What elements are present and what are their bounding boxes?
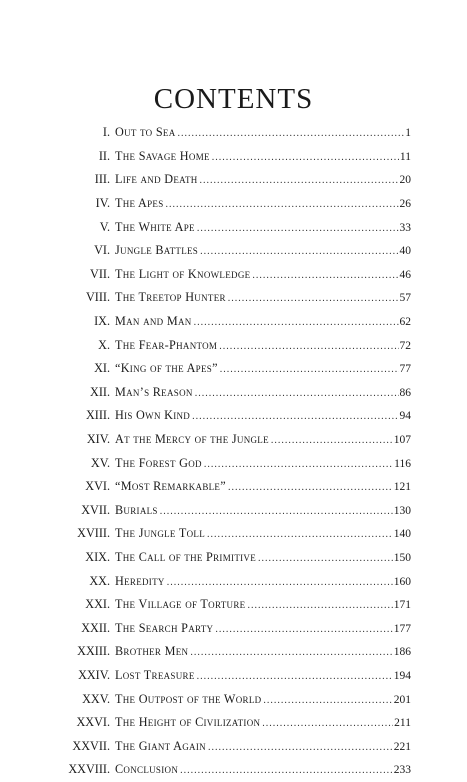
chapter-page-number: 77 — [399, 363, 411, 376]
chapter-number: I. — [102, 125, 110, 140]
chapter-title: Jungle Battles — [115, 243, 199, 258]
chapter-page-number: 72 — [399, 339, 411, 352]
chapter-line — [115, 314, 411, 329]
dot-leader — [212, 152, 399, 163]
chapter-title: The Savage Home — [115, 148, 210, 163]
chapter-line — [115, 479, 411, 494]
dot-leader — [166, 199, 399, 210]
dot-leader — [197, 223, 399, 234]
chapter-number: XVII. — [81, 502, 110, 517]
chapter-line — [115, 220, 411, 235]
chapter-page-number: 94 — [399, 410, 411, 423]
chapter-page-number: 140 — [393, 528, 411, 541]
chapter-page-number: 86 — [399, 386, 411, 399]
chapter-line — [115, 762, 411, 777]
chapter-line — [115, 267, 411, 282]
toc-entry — [0, 310, 467, 334]
chapter-line — [115, 503, 411, 518]
dot-leader — [208, 742, 393, 753]
chapter-number: XII. — [90, 384, 110, 399]
toc-entry — [0, 263, 467, 287]
chapter-title: The Height of Civilization — [115, 715, 261, 730]
chapter-title: “King of the Apes” — [115, 361, 218, 376]
dot-leader — [207, 529, 393, 540]
chapter-line — [115, 668, 411, 683]
chapter-line — [115, 621, 411, 636]
toc-entry — [0, 357, 467, 381]
toc-entry — [0, 145, 467, 169]
chapter-page-number: 186 — [393, 646, 411, 659]
chapter-title: Brother Men — [115, 644, 189, 659]
chapter-number: VII. — [90, 266, 110, 281]
toc-entry — [0, 711, 467, 735]
chapter-line — [115, 385, 411, 400]
chapter-number: XI. — [94, 361, 110, 376]
chapter-page-number: 33 — [399, 221, 411, 234]
chapter-page-number: 233 — [393, 764, 411, 777]
chapter-line — [115, 526, 411, 541]
chapter-line — [115, 456, 411, 471]
chapter-line — [115, 574, 411, 589]
dot-leader — [219, 341, 398, 352]
chapter-line — [115, 692, 411, 707]
chapter-number: X. — [98, 337, 110, 352]
chapter-number: XXVIII. — [68, 762, 110, 777]
chapter-line — [115, 715, 411, 730]
dot-leader — [167, 577, 393, 588]
chapter-number: XIII. — [85, 408, 110, 423]
chapter-number: XXI. — [85, 597, 110, 612]
chapter-number: XXV. — [82, 691, 110, 706]
dot-leader — [271, 435, 393, 446]
chapter-page-number: 150 — [393, 551, 411, 564]
chapter-line — [115, 432, 411, 447]
chapter-title: Man and Man — [115, 314, 192, 329]
chapter-number: III. — [94, 172, 110, 187]
dot-leader — [252, 270, 398, 281]
chapter-number: XXVII. — [72, 738, 110, 753]
chapter-page-number: 177 — [393, 622, 411, 635]
chapter-title: The Outpost of the World — [115, 691, 262, 706]
toc-entry — [0, 404, 467, 428]
chapter-number: XX. — [89, 573, 110, 588]
chapter-line — [115, 196, 411, 211]
dot-leader — [228, 482, 393, 493]
chapter-title: The Village of Torture — [115, 597, 246, 612]
toc-entry — [0, 593, 467, 617]
chapter-number: XXII. — [81, 620, 110, 635]
chapter-title: The Giant Again — [115, 738, 206, 753]
toc-entry — [0, 333, 467, 357]
dot-leader — [200, 246, 398, 257]
chapter-page-number: 57 — [399, 292, 411, 305]
chapter-title: The Light of Knowledge — [115, 266, 251, 281]
dot-leader — [195, 388, 399, 399]
chapter-line — [115, 125, 411, 140]
chapter-page-number: 26 — [399, 198, 411, 211]
chapter-line — [115, 550, 411, 565]
chapter-number: XXVI. — [76, 715, 110, 730]
chapter-title: The Call of the Primitive — [115, 549, 257, 564]
chapter-line — [115, 149, 411, 164]
dot-leader — [204, 459, 393, 470]
chapter-title: Heredity — [115, 573, 165, 588]
page-title: CONTENTS — [153, 83, 314, 115]
chapter-line — [115, 172, 411, 187]
toc-entry — [0, 664, 467, 688]
chapter-page-number: 116 — [394, 457, 411, 470]
chapter-line — [115, 597, 411, 612]
chapter-page-number: 130 — [393, 504, 411, 517]
chapter-number: XXIII. — [77, 644, 110, 659]
chapter-title: The Search Party — [115, 620, 214, 635]
chapter-line — [115, 338, 411, 353]
chapter-number: IX. — [94, 314, 110, 329]
toc-entry — [0, 286, 467, 310]
chapter-page-number: 20 — [399, 174, 411, 187]
chapter-number: VI. — [94, 243, 110, 258]
toc-entry — [0, 121, 467, 145]
chapter-title: Conclusion — [115, 762, 179, 777]
chapter-page-number: 1 — [405, 127, 411, 140]
toc-entry — [0, 451, 467, 475]
chapter-page-number: 160 — [393, 575, 411, 588]
chapter-page-number: 46 — [399, 268, 411, 281]
chapter-page-number: 11 — [399, 150, 411, 163]
toc-entry — [0, 640, 467, 664]
chapter-title: His Own Kind — [115, 408, 191, 423]
chapter-number: XVIII. — [77, 526, 110, 541]
chapter-page-number: 201 — [393, 693, 411, 706]
dot-leader — [258, 553, 393, 564]
chapter-line — [115, 290, 411, 305]
toc-entry — [0, 215, 467, 239]
chapter-title: The Forest God — [115, 455, 202, 470]
toc-entry — [0, 192, 467, 216]
chapter-title: At the Mercy of the Jungle — [115, 432, 269, 447]
toc-entry — [0, 616, 467, 640]
toc-entry — [0, 546, 467, 570]
chapter-title: “Most Remarkable” — [115, 479, 226, 494]
toc-entry — [0, 381, 467, 405]
toc-entry — [0, 734, 467, 758]
dot-leader — [160, 506, 393, 517]
chapter-title: Out to Sea — [115, 125, 176, 140]
dot-leader — [194, 317, 399, 328]
dot-leader — [228, 293, 399, 304]
chapter-number: V. — [99, 219, 110, 234]
chapter-page-number: 211 — [394, 717, 411, 730]
chapter-title: The Fear-Phantom — [115, 337, 218, 352]
chapter-number: II. — [98, 148, 110, 163]
chapter-title: Burials — [115, 502, 158, 517]
toc-entry — [0, 499, 467, 523]
chapter-title: Life and Death — [115, 172, 198, 187]
chapter-title: Man’s Reason — [115, 384, 193, 399]
chapter-page-number: 221 — [393, 740, 411, 753]
toc-entry — [0, 569, 467, 593]
chapter-line — [115, 361, 411, 376]
chapter-title: The Treetop Hunter — [115, 290, 226, 305]
dot-leader — [200, 175, 399, 186]
chapter-page-number: 121 — [393, 481, 411, 494]
table-of-contents — [0, 121, 467, 782]
toc-entry — [0, 758, 467, 782]
toc-entry — [0, 687, 467, 711]
chapter-page-number: 40 — [399, 245, 411, 258]
chapter-line — [115, 644, 411, 659]
chapter-number: XIX. — [85, 549, 110, 564]
chapter-line — [115, 408, 411, 423]
dot-leader — [190, 647, 392, 658]
dot-leader — [197, 671, 393, 682]
chapter-line — [115, 243, 411, 258]
dot-leader — [180, 765, 393, 776]
chapter-page-number: 107 — [393, 434, 411, 447]
chapter-page-number: 194 — [393, 669, 411, 682]
dot-leader — [247, 600, 392, 611]
toc-entry — [0, 168, 467, 192]
toc-entry — [0, 522, 467, 546]
chapter-page-number: 171 — [393, 599, 411, 612]
chapter-number: XIV. — [86, 432, 110, 447]
dot-leader — [192, 411, 398, 422]
dot-leader — [263, 695, 392, 706]
dot-leader — [262, 718, 393, 729]
chapter-page-number: 62 — [399, 316, 411, 329]
chapter-number: IV. — [95, 196, 110, 211]
chapter-title: The White Ape — [115, 219, 195, 234]
chapter-number: XV. — [90, 455, 110, 470]
toc-entry — [0, 475, 467, 499]
dot-leader — [178, 128, 405, 139]
chapter-number: XVI. — [85, 479, 110, 494]
dot-leader — [220, 364, 399, 375]
toc-entry — [0, 428, 467, 452]
chapter-line — [115, 739, 411, 754]
toc-entry — [0, 239, 467, 263]
chapter-title: The Jungle Toll — [115, 526, 205, 541]
chapter-title: Lost Treasure — [115, 667, 195, 682]
chapter-title: The Apes — [115, 196, 164, 211]
chapter-number: XXIV. — [78, 667, 110, 682]
dot-leader — [215, 624, 392, 635]
chapter-number: VIII. — [85, 290, 110, 305]
